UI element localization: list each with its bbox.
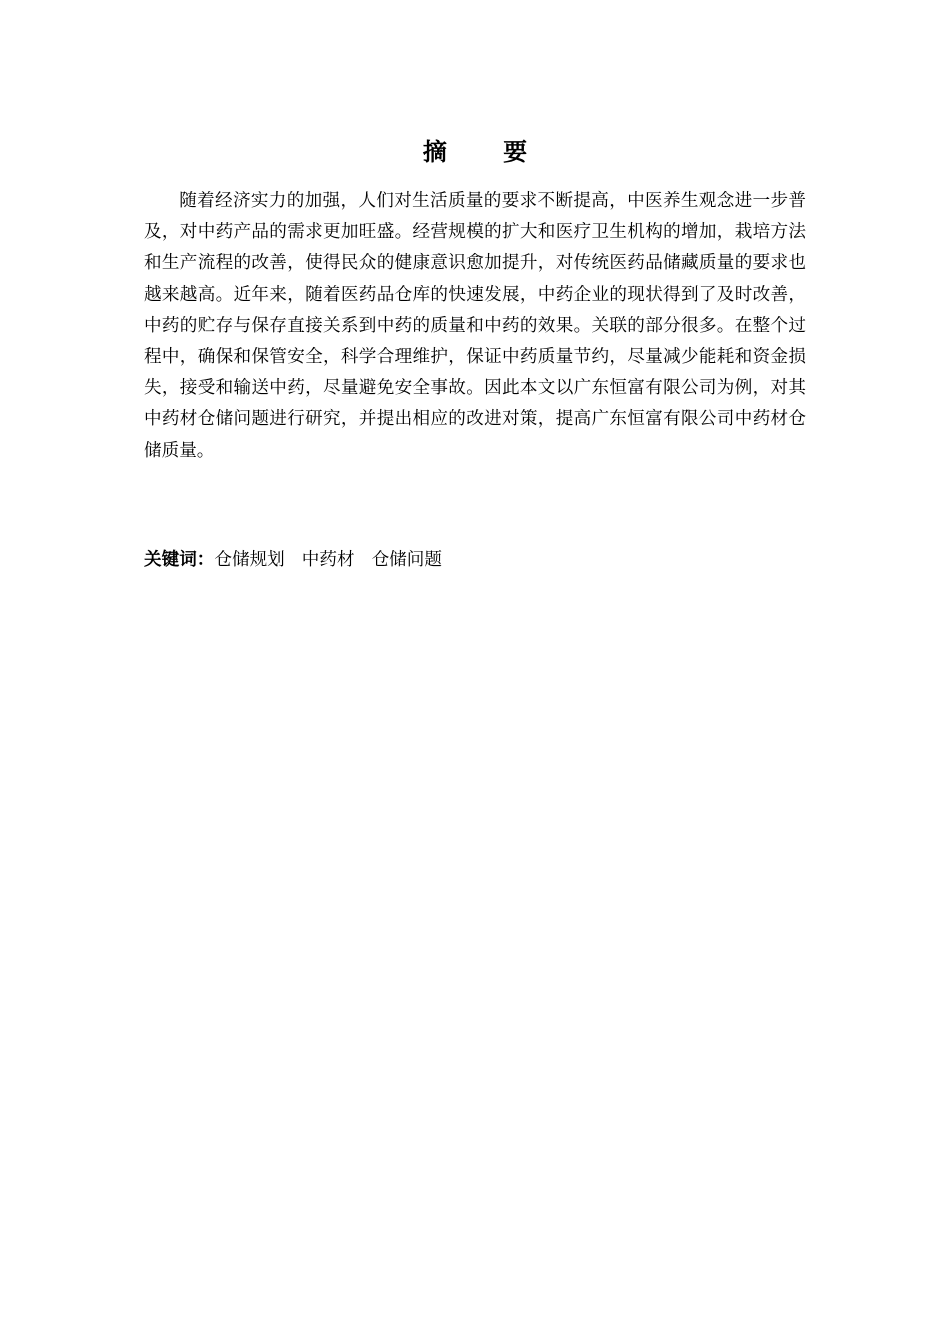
abstract-paragraph: 随着经济实力的加强，人们对生活质量的要求不断提高，中医养生观念进一步普及，对中药产品的需求更加旺盛。经营规模的扩大和医疗卫生机构的增加，栽培方法和生产流程的改善，使得民众的健康意识愈加提升，对传统医药品储藏质量的要求也越来越高。近年来，随着医药品仓库的快速发展，中药企业的现状得到了及时改善，中药的贮存与保存直接关系到中药的质量和中药的效果。关联的部分很多。在整个过程中，确保和保管安全，科学合理维护，保证中药质量节约，尽量减少能耗和资金损失，接受和输送中药，尽量避免安全事故。因此本文以广东恒富有限公司为例，对其中药材仓储问题进行研究，并提出相应的改进对策，提高广东恒富有限公司中药材仓储质量。 bbox=[144, 191, 806, 461]
keywords-label: 关键词： bbox=[144, 550, 215, 570]
keywords-line bbox=[144, 546, 806, 574]
keyword-2: 中药材 bbox=[301, 550, 355, 570]
abstract-title: 摘 要 bbox=[422, 138, 552, 166]
keyword-1: 仓储规划 bbox=[214, 550, 285, 570]
keyword-3: 仓储问题 bbox=[371, 550, 442, 570]
